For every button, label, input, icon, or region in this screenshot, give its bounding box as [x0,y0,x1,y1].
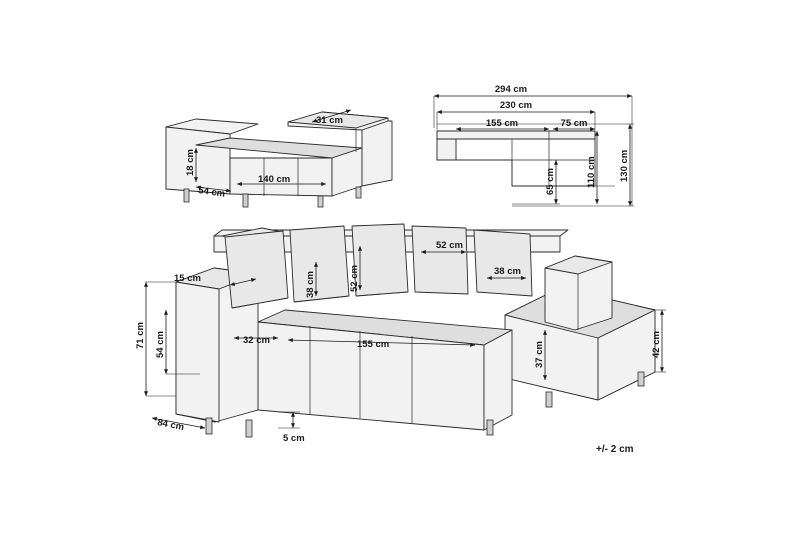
persp-left-arm-outer [176,282,219,422]
dim-label-side-18: 18 cm [185,149,196,176]
perspective-view-group [135,224,666,444]
dim-label-persp-52-right: 52 cm [436,240,463,251]
dim-label-persp-54: 54 cm [155,331,166,358]
dim-label-persp-38-right: 38 cm [494,266,521,277]
persp-leg-5 [638,372,644,386]
dim-label-persp-5: 5 cm [283,433,305,444]
side-leg-2 [243,194,248,207]
persp-cushion-2 [290,226,349,302]
dim-label-top-130: 130 cm [619,149,630,182]
dim-label-top-155: 155 cm [485,118,519,129]
side-leg-3 [318,196,323,207]
side-leg-1 [184,189,189,202]
dim-label-persp-155: 155 cm [357,339,390,350]
persp-leg-1 [206,418,212,434]
persp-cushion-4 [412,226,468,294]
dim-label-persp-32: 32 cm [243,335,270,346]
dim-label-persp-37: 37 cm [534,341,545,368]
dim-label-top-110: 110 cm [586,156,597,188]
top-view-group [434,84,634,206]
top-backrest-band [437,131,595,139]
top-left-arm [437,139,456,160]
dim-label-persp-84: 84 cm [156,417,185,434]
persp-leg-4 [546,392,552,407]
side-left-body [166,127,230,194]
persp-leg-3 [487,420,493,435]
persp-leg-2 [246,420,252,437]
dim-label-persp-52-left: 52 cm [349,265,360,292]
dim-label-side-54: 54 cm [197,185,226,200]
side-leg-4 [356,187,361,198]
persp-cushion-5 [474,230,532,296]
side-view-group [166,110,392,207]
dim-label-persp-15: 15 cm [174,273,201,284]
dim-label-persp-42: 42 cm [651,331,662,358]
persp-cushion-1 [225,231,288,308]
dim-label-top-75: 75 cm [560,118,588,129]
dim-label-persp-71: 71 cm [135,322,146,349]
side-right-arm [362,121,392,186]
dim-label-top-230: 230 cm [499,100,533,111]
dim-label-top-294: 294 cm [494,84,528,95]
dim-label-persp-38-left: 38 cm [305,271,316,298]
persp-main-side [484,330,512,430]
dim-label-top-65: 65 cm [545,168,556,195]
dim-label-side-140: 140 cm [258,174,291,185]
dim-label-side-31: 31 cm [316,115,343,126]
tolerance-note: +/- 2 cm [596,444,634,455]
